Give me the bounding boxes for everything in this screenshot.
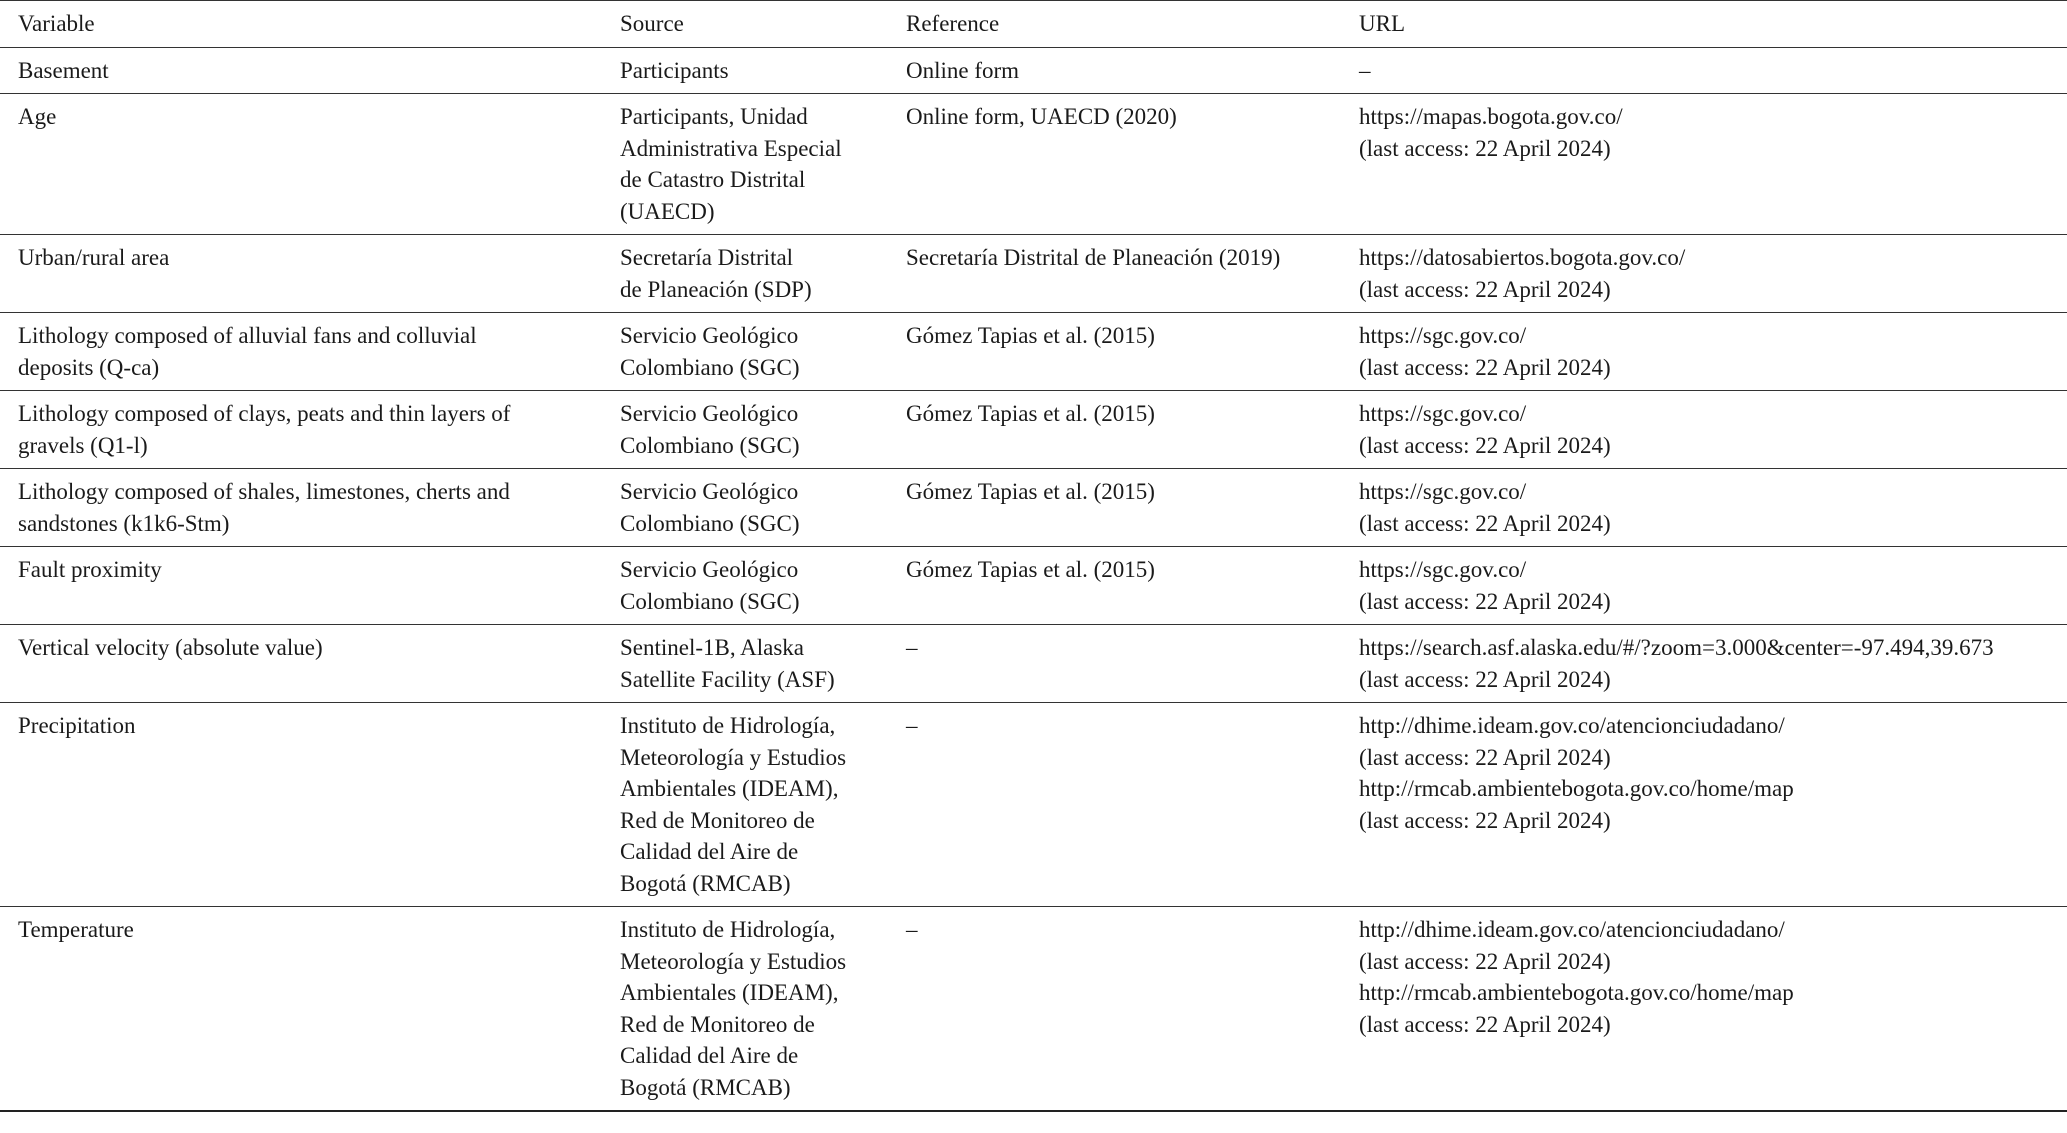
cell-text-line: Satellite Facility (ASF) — [620, 666, 835, 692]
cell-text-line: Ambientales (IDEAM), — [620, 980, 839, 1005]
url-link[interactable]: https://sgc.gov.co/ — [1359, 401, 1527, 426]
cell-text-line: Gómez Tapias et al. (2015) — [906, 401, 1155, 426]
cell-reference — [888, 47, 1341, 94]
cell-text-line: – — [906, 635, 918, 660]
url-link[interactable]: http://rmcab.ambientebogota.gov.co/home/map — [1359, 776, 1794, 801]
cell-text-line: (last access: 22 April 2024) — [1359, 354, 1611, 380]
cell-variable — [0, 391, 602, 469]
cell-text-line: Participants, Unidad — [620, 104, 808, 129]
header-variable: Variable — [0, 1, 602, 48]
cell-reference — [888, 625, 1341, 703]
cell-text-line: Servicio Geológico — [620, 479, 799, 504]
cell-reference — [888, 391, 1341, 469]
cell-url — [1341, 907, 2067, 1112]
cell-text-line: (last access: 22 April 2024) — [1359, 1011, 1611, 1037]
url-link[interactable]: http://rmcab.ambientebogota.gov.co/home/map — [1359, 980, 1794, 1005]
cell-text-line: Secretaría Distrital — [620, 245, 794, 270]
cell-text-line: Bogotá (RMCAB) — [620, 1074, 791, 1100]
cell-reference — [888, 94, 1341, 235]
cell-url — [1341, 235, 2067, 313]
cell-text-line: (last access: 22 April 2024) — [1359, 807, 1611, 833]
table-row — [0, 703, 2067, 907]
header-row — [0, 1, 2067, 48]
cell-text-line: (last access: 22 April 2024) — [1359, 666, 1611, 692]
cell-source — [602, 235, 888, 313]
cell-text-line: (last access: 22 April 2024) — [1359, 510, 1611, 536]
cell-text-line: Online form — [906, 57, 1020, 83]
cell-text-line: sandstones (k1k6-Stm) — [18, 510, 230, 536]
cell-text-line: – — [906, 917, 918, 942]
cell-text-line: Bogotá (RMCAB) — [620, 870, 791, 896]
cell-text-line: Colombiano (SGC) — [620, 432, 800, 458]
cell-text-line: Age — [18, 104, 57, 129]
cell-url — [1341, 94, 2067, 235]
cell-text-line: (last access: 22 April 2024) — [1359, 744, 1611, 770]
cell-text-line: Servicio Geológico — [620, 557, 799, 582]
cell-text-line: Urban/rural area — [18, 245, 170, 270]
cell-text-line: Online form, UAECD (2020) — [906, 104, 1177, 129]
cell-text-line: Fault proximity — [18, 557, 162, 582]
cell-text-line: Colombiano (SGC) — [620, 354, 800, 380]
cell-text-line: Instituto de Hidrología, — [620, 917, 836, 942]
table-row — [0, 907, 2067, 1112]
cell-source — [602, 313, 888, 391]
cell-variable — [0, 235, 602, 313]
cell-variable — [0, 469, 602, 547]
table-row — [0, 235, 2067, 313]
table-header — [0, 1, 2067, 48]
cell-text-line: Red de Monitoreo de — [620, 1011, 815, 1037]
cell-reference — [888, 235, 1341, 313]
cell-text-line: Administrativa Especial — [620, 135, 842, 161]
cell-text-line: (last access: 22 April 2024) — [1359, 135, 1611, 161]
cell-text-line: Participants — [620, 57, 729, 83]
cell-variable — [0, 907, 602, 1112]
url-link[interactable]: https://sgc.gov.co/ — [1359, 557, 1527, 582]
cell-url — [1341, 703, 2067, 907]
cell-text-line: Lithology composed of clays, peats and thin layers of — [18, 401, 511, 426]
header-reference: Reference — [888, 1, 1341, 48]
table-body — [0, 47, 2067, 1111]
table-row — [0, 625, 2067, 703]
cell-text-line: gravels (Q1-l) — [18, 432, 148, 458]
cell-url — [1341, 625, 2067, 703]
cell-text-line: (last access: 22 April 2024) — [1359, 948, 1611, 974]
cell-text-line: de Catastro Distrital — [620, 167, 806, 192]
cell-text-line: Lithology composed of shales, limestones, cherts and — [18, 479, 510, 504]
header-url: URL — [1341, 1, 2067, 48]
cell-source — [602, 547, 888, 625]
cell-url — [1341, 469, 2067, 547]
cell-text-line: (last access: 22 April 2024) — [1359, 432, 1611, 458]
cell-text-line: Meteorología y Estudios — [620, 744, 847, 770]
cell-text-line: Lithology composed of alluvial fans and colluvial — [18, 323, 477, 348]
url-link[interactable]: https://sgc.gov.co/ — [1359, 323, 1527, 348]
url-link[interactable]: https://sgc.gov.co/ — [1359, 479, 1527, 504]
cell-text-line: Calidad del Aire de — [620, 839, 799, 864]
cell-text-line: Basement — [18, 57, 109, 83]
cell-source — [602, 907, 888, 1112]
url-link[interactable]: http://dhime.ideam.gov.co/atencionciudadano/ — [1359, 917, 1785, 942]
table-row — [0, 94, 2067, 235]
cell-text-line: de Planeación (SDP) — [620, 276, 812, 302]
cell-variable — [0, 94, 602, 235]
cell-text-line: Gómez Tapias et al. (2015) — [906, 323, 1155, 348]
cell-text-line: – — [906, 713, 918, 738]
cell-text-line: (last access: 22 April 2024) — [1359, 588, 1611, 614]
cell-text-line: Calidad del Aire de — [620, 1043, 799, 1068]
cell-variable — [0, 47, 602, 94]
cell-variable — [0, 703, 602, 907]
table-row — [0, 469, 2067, 547]
cell-text-line: Secretaría Distrital de Planeación (2019) — [906, 245, 1281, 270]
cell-text-line: Meteorología y Estudios — [620, 948, 847, 974]
cell-text-line: Colombiano (SGC) — [620, 588, 800, 614]
table-row — [0, 391, 2067, 469]
cell-text-line: deposits (Q-ca) — [18, 354, 160, 380]
table-row — [0, 47, 2067, 94]
cell-source — [602, 94, 888, 235]
cell-source — [602, 703, 888, 907]
cell-text-line: Colombiano (SGC) — [620, 510, 800, 536]
url-link[interactable]: https://mapas.bogota.gov.co/ — [1359, 104, 1623, 129]
cell-text-line: (last access: 22 April 2024) — [1359, 276, 1611, 302]
header-source: Source — [602, 1, 888, 48]
cell-text-line: Precipitation — [18, 713, 136, 738]
cell-variable — [0, 625, 602, 703]
table-row — [0, 547, 2067, 625]
url-link[interactable]: https://search.asf.alaska.edu/#/?zoom=3.000&center=-97.494,39.673 — [1359, 635, 1994, 660]
cell-reference — [888, 469, 1341, 547]
cell-text-line: Servicio Geológico — [620, 401, 799, 426]
cell-reference — [888, 907, 1341, 1112]
cell-text-line: Gómez Tapias et al. (2015) — [906, 479, 1155, 504]
cell-url — [1341, 391, 2067, 469]
url-link[interactable]: http://dhime.ideam.gov.co/atencionciudadano/ — [1359, 713, 1785, 738]
cell-text-line: Red de Monitoreo de — [620, 807, 815, 833]
cell-variable — [0, 313, 602, 391]
cell-text-line: Gómez Tapias et al. (2015) — [906, 557, 1155, 582]
cell-reference — [888, 313, 1341, 391]
url-link[interactable]: https://datosabiertos.bogota.gov.co/ — [1359, 245, 1686, 270]
cell-source — [602, 625, 888, 703]
cell-text-line: Vertical velocity (absolute value) — [18, 635, 323, 660]
cell-url — [1341, 47, 2067, 94]
cell-text-line: Servicio Geológico — [620, 323, 799, 348]
cell-source — [602, 469, 888, 547]
table-row — [0, 313, 2067, 391]
cell-reference — [888, 547, 1341, 625]
cell-text-line: Ambientales (IDEAM), — [620, 776, 839, 801]
cell-text-line: Temperature — [18, 917, 134, 942]
cell-reference — [888, 703, 1341, 907]
cell-text-line: Instituto de Hidrología, — [620, 713, 836, 738]
cell-source — [602, 47, 888, 94]
cell-url — [1341, 547, 2067, 625]
cell-url — [1341, 313, 2067, 391]
cell-text-line: – — [1359, 57, 1371, 83]
cell-text-line: Sentinel-1B, Alaska — [620, 635, 804, 660]
cell-variable — [0, 547, 602, 625]
cell-text-line: (UAECD) — [620, 198, 715, 224]
cell-source — [602, 391, 888, 469]
